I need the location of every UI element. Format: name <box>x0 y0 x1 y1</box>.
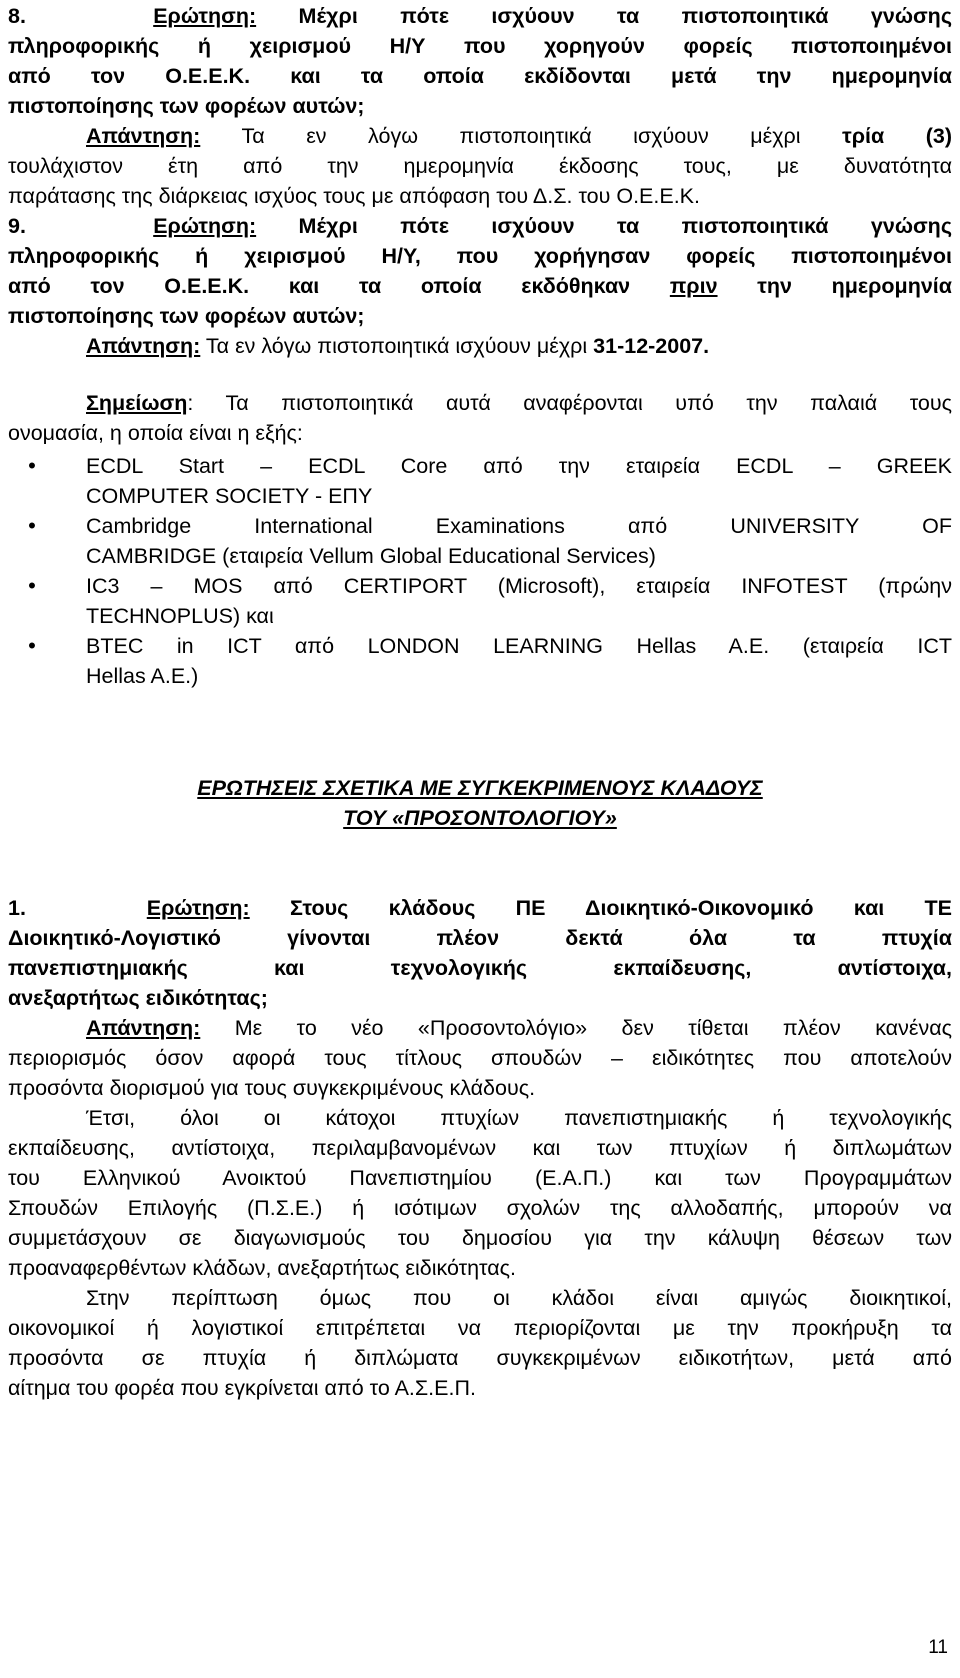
note-line-2: ονομασία, η οποία είναι η εξής: <box>8 421 303 445</box>
q9-answer-line: Απάντηση: Τα εν λόγω πιστοποιητικά ισχύουν μέχρι 31-12-2007. <box>86 334 710 358</box>
q8-line-2: πληροφορικής ή χειρισμού Η/Υ που χορηγούν φορείς πιστοποιημένοι <box>8 34 952 58</box>
q1-answer-line-1: Απάντηση: Με το νέο «Προσοντολόγιο» δεν τίθεται πλέον κανένας <box>86 1016 952 1040</box>
q1-para3-line-4: αίτημα του φορέα που εγκρίνεται από το Α.Σ.Ε.Π. <box>8 1376 476 1400</box>
note-line-1: Σημείωση: Τα πιστοποιητικά αυτά αναφέρονται υπό την παλαιά τους <box>86 391 952 415</box>
q1-para2-line-3: του Ελληνικού Ανοικτού Πανεπιστημίου (Ε.Α.Π.) και των Προγραμμάτων <box>8 1166 952 1190</box>
q1-answer-label: Απάντηση: <box>86 1016 201 1040</box>
q8-line-3: από τον Ο.Ε.Ε.Κ. και τα οποία εκδίδονται μετά την ημερομηνία <box>8 64 952 88</box>
bullet-3-line-1: IC3 – MOS από CERTIPORT (Microsoft), εταιρεία INFOTEST (πρώην <box>86 574 952 598</box>
bullet-2-line-1: Cambridge International Examinations από UNIVERSITY OF <box>86 514 952 538</box>
q9-line-1: 9. Ερώτηση: Μέχρι πότε ισχύουν τα πιστοποιητικά γνώσης <box>8 214 952 238</box>
q1-line-3: πανεπιστημιακής και τεχνολογικής εκπαίδευσης, αντίστοιχα, <box>8 956 952 980</box>
q1-para2-line-4: Σπουδών Επιλογής (Π.Σ.Ε.) ή ισότιμων σχολών της αλλοδαπής, μπορούν να <box>8 1196 952 1220</box>
q1-line-4: ανεξαρτήτως ειδικότητας; <box>8 986 268 1010</box>
bullet-4-line-2: Hellas A.E.) <box>86 664 199 688</box>
q1-line-1: 1. Ερώτηση: Στους κλάδους ΠΕ Διοικητικό-Οικονομικό και ΤΕ <box>8 896 952 920</box>
q8-line-1: 8. Ερώτηση: Μέχρι πότε ισχύουν τα πιστοποιητικά γνώσης <box>8 4 952 28</box>
q9-line-4: πιστοποίησης των φορέων αυτών; <box>8 304 365 328</box>
q1-question-label: Ερώτηση: <box>146 896 250 920</box>
q1-para3-line-1: Στην περίπτωση όμως που οι κλάδοι είναι αμιγώς διοικητικοί, <box>86 1286 952 1310</box>
page-number: 11 <box>928 1637 948 1658</box>
q8-line-4: πιστοποίησης των φορέων αυτών; <box>8 94 365 118</box>
q8-answer-label: Απάντηση: <box>86 124 201 148</box>
bullet-dot: • <box>28 453 36 478</box>
bullet-2-line-2: CAMBRIDGE (εταιρεία Vellum Global Educational Services) <box>86 544 656 568</box>
q9-question-label: Ερώτηση: <box>153 214 257 238</box>
bullet-3-line-2: TECHNOPLUS) και <box>86 604 274 628</box>
bullet-dot: • <box>28 573 36 598</box>
q1-answer-line-3: προσόντα διορισμού για τους συγκεκριμένους κλάδους. <box>8 1076 536 1100</box>
q9-line-2: πληροφορικής ή χειρισμού Η/Υ, που χορήγησαν φορείς πιστοποιημένοι <box>8 244 952 268</box>
note-label: Σημείωση <box>86 391 188 415</box>
q1-para2-line-1: Έτσι, όλοι οι κάτοχοι πτυχίων πανεπιστημιακής ή τεχνολογικής <box>86 1106 952 1130</box>
bullet-dot: • <box>28 633 36 658</box>
q8-answer-line-3: παράτασης της διάρκειας ισχύος τους με απόφαση του Δ.Σ. του Ο.Ε.Ε.Κ. <box>8 184 700 208</box>
q1-para2-line-5: συμμετάσχουν σε διαγωνισμούς του δημοσίου για την κάλυψη θέσεων των <box>8 1226 952 1250</box>
q9-line-3: από τον Ο.Ε.Ε.Κ. και τα οποία εκδόθηκαν πριν την ημερομηνία <box>8 274 952 298</box>
q1-line-2: Διοικητικό-Λογιστικό γίνονται πλέον δεκτά όλα τα πτυχία <box>8 926 952 950</box>
q8-answer-line-1: Απάντηση: Τα εν λόγω πιστοποιητικά ισχύουν μέχρι τρία (3) <box>86 124 952 148</box>
section-heading-line-2: ΤΟΥ «ΠΡΟΣΟΝΤΟΛΟΓΙΟΥ» <box>343 806 617 830</box>
q9-answer-label: Απάντηση: <box>86 334 201 358</box>
q1-para3-line-3: προσόντα σε πτυχία ή διπλώματα συγκεκριμένων ειδικοτήτων, μετά από <box>8 1346 952 1370</box>
q1-para3-line-2: οικονομικοί ή λογιστικοί επιτρέπεται να περιορίζονται με την προκήρυξη τα <box>8 1316 952 1340</box>
q1-para2-line-6: προαναφερθέντων κλάδων, ανεξαρτήτως ειδικότητας. <box>8 1256 517 1280</box>
q8-question-label: Ερώτηση: <box>153 4 257 28</box>
q1-answer-line-2: περιορισμός όσον αφορά τους τίτλους σπουδών – ειδικότητες που αποτελούν <box>8 1046 952 1070</box>
bullet-dot: • <box>28 513 36 538</box>
bullet-1-line-1: ECDL Start – ECDL Core από την εταιρεία ECDL – GREEK <box>86 454 952 478</box>
q1-para2-line-2: εκπαίδευσης, αντίστοιχα, περιλαμβανομένων και των πτυχίων ή διπλωμάτων <box>8 1136 952 1160</box>
section-heading-line-1: ΕΡΩΤΗΣΕΙΣ ΣΧΕΤΙΚΑ ΜΕ ΣΥΓΚΕΚΡΙΜΕΝΟΥΣ ΚΛΑΔΟΥΣ <box>197 776 763 800</box>
q8-answer-line-2: τουλάχιστον έτη από την ημερομηνία έκδοσης τους, με δυνατότητα <box>8 154 952 178</box>
bullet-4-line-1: BTEC in ICT από LONDON LEARNING Hellas A.E. (εταιρεία ICT <box>86 634 952 658</box>
bullet-1-line-2: COMPUTER SOCIETY - ΕΠΥ <box>86 484 373 508</box>
